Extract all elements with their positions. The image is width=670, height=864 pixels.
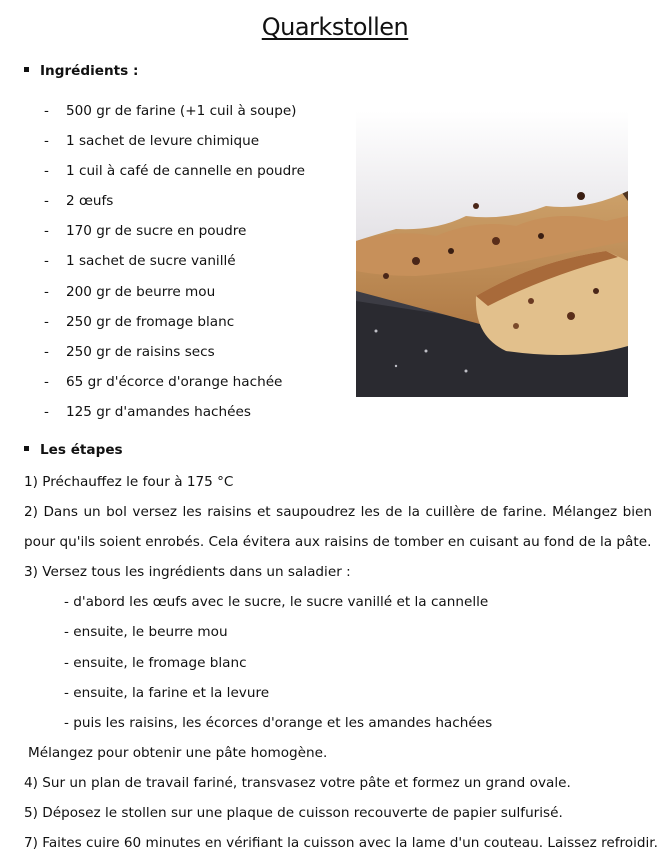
list-item <box>44 160 305 190</box>
step-4: 4) Sur un plan de travail fariné, transvasez votre pâte et formez un grand ovale. <box>24 774 571 791</box>
dash: - <box>44 403 49 420</box>
list-item <box>44 401 305 431</box>
stollen-illustration <box>356 111 628 397</box>
ingredient-text: 1 sachet de levure chimique <box>66 133 260 150</box>
steps-heading <box>24 442 123 458</box>
steps-heading-text: Les étapes <box>40 442 123 458</box>
recipe-title: Quarkstollen <box>261 13 409 41</box>
list-item <box>44 341 305 371</box>
ingredient-text: 1 cuil à café de cannelle en poudre <box>66 163 305 180</box>
list-item <box>44 311 305 341</box>
square-bullet-icon <box>24 67 29 72</box>
list-item <box>44 281 305 311</box>
dash: - <box>44 223 49 240</box>
ingredients-heading-text: Ingrédients : <box>40 63 139 79</box>
list-item <box>44 250 305 280</box>
list-item <box>44 220 305 250</box>
ingredient-text: 250 gr de fromage blanc <box>66 313 235 330</box>
dash: - <box>44 163 49 180</box>
list-item <box>44 371 305 401</box>
dash: - <box>44 193 49 210</box>
ingredient-text: 2 œufs <box>66 193 114 210</box>
dash: - <box>44 373 49 390</box>
ingredient-text: 125 gr d'amandes hachées <box>66 403 251 420</box>
dash: - <box>44 283 49 300</box>
step-3: 3) Versez tous les ingrédients dans un saladier : <box>24 564 351 581</box>
dash: - <box>44 253 49 270</box>
ingredient-text: 170 gr de sucre en poudre <box>66 223 247 240</box>
square-bullet-icon <box>24 446 29 451</box>
ingredients-heading <box>24 63 138 79</box>
step-7: 7) Faites cuire 60 minutes en vérifiant la cuisson avec la lame d'un couteau. Laissez refroidir. <box>24 835 658 852</box>
ingredient-text: 1 sachet de sucre vanillé <box>66 253 236 270</box>
step-2-line-1: 2) Dans un bol versez les raisins et saupoudrez les de la cuillère de farine. Mélangez bien <box>24 504 652 521</box>
step-2-line-2: pour qu'ils soient enrobés. Cela évitera aux raisins de tomber en cuisant au fond de la pâte. <box>24 534 652 551</box>
ingredients-list <box>44 100 305 431</box>
step-3-sub-item: - d'abord les œufs avec le sucre, le sucre vanillé et la cannelle <box>64 594 489 611</box>
dash: - <box>44 343 49 360</box>
list-item <box>44 130 305 160</box>
list-item <box>44 190 305 220</box>
step-5: 5) Déposez le stollen sur une plaque de cuisson recouverte de papier sulfurisé. <box>24 805 563 822</box>
ingredient-text: 200 gr de beurre mou <box>66 283 216 300</box>
dash: - <box>44 133 49 150</box>
dash: - <box>44 103 49 119</box>
step-3-conclusion: Mélangez pour obtenir une pâte homogène. <box>28 744 328 761</box>
step-3-sub-item: - ensuite, le beurre mou <box>64 624 228 641</box>
step-3-sub-item: - ensuite, la farine et la levure <box>64 684 270 701</box>
dash: - <box>44 313 49 330</box>
ingredient-text: 250 gr de raisins secs <box>66 343 215 360</box>
step-3-sub-item: - puis les raisins, les écorces d'orange et les amandes hachées <box>64 714 493 731</box>
steps-body <box>24 472 658 863</box>
stollen-photo <box>356 111 628 397</box>
ingredient-text: 65 gr d'écorce d'orange hachée <box>66 373 283 390</box>
list-item <box>44 100 305 130</box>
ingredient-text: 500 gr de farine (+1 cuil à soupe) <box>66 103 297 119</box>
step-3-sub-item: - ensuite, le fromage blanc <box>64 654 247 671</box>
step-1: 1) Préchauffez le four à 175 °C <box>24 474 234 490</box>
